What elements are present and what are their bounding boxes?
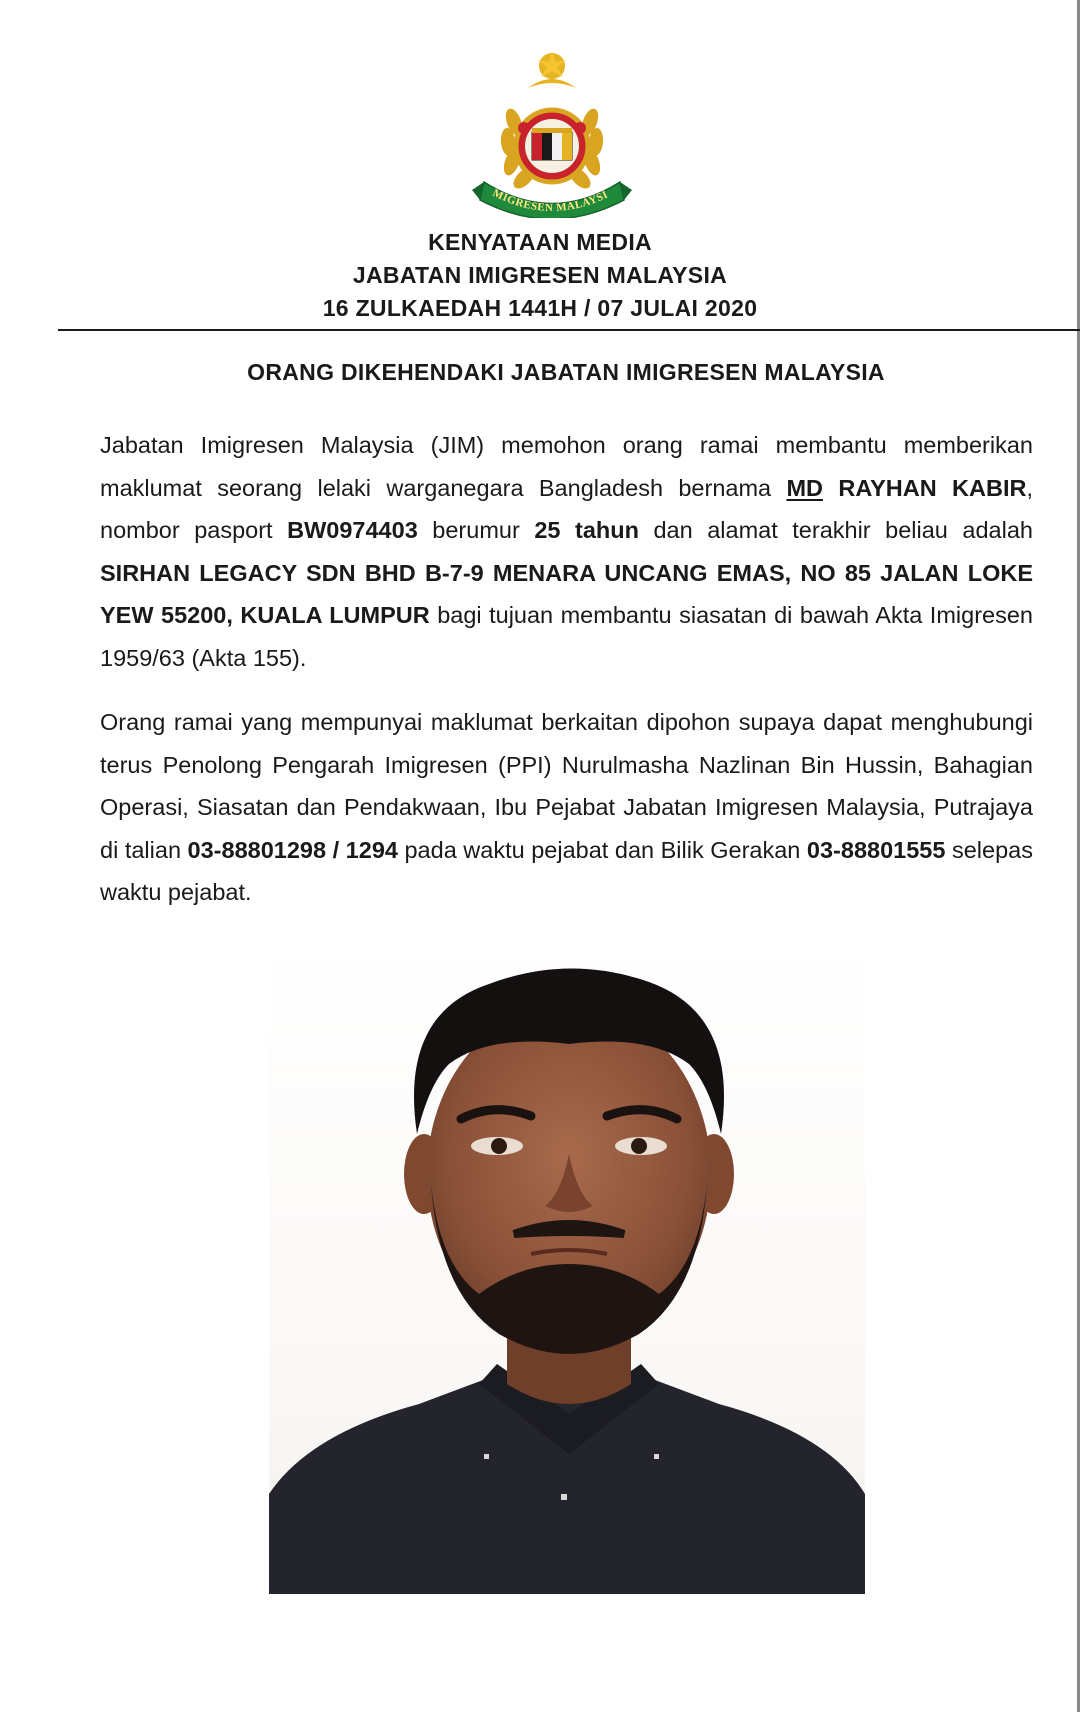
paragraph2-text: selepas waktu pejabat. (100, 836, 1033, 905)
paragraph2-text: Orang ramai yang mempunyai maklumat berkaitan dipohon supaya dapat menghubungi terus Penolong Pengarah Imigresen (PPI) Nurulmasha Nazlinan Bin Hussin, Bahagian Operasi, Siasatan dan Pendakwaan, Ibu Pejabat Jabatan Imigresen Malaysia, Putrajaya di talian (100, 709, 1033, 863)
paragraph2-text: pada waktu pejabat dan Bilik Gerakan (397, 836, 807, 863)
after-hours-phone-number: 03-88801555 (806, 836, 946, 863)
last-known-address: SIRHAN LEGACY SDN BHD B-7-9 MENARA UNCANG EMAS, NO 85 JALAN LOKE YEW 55200, KUALA LUMPUR (100, 559, 1033, 628)
person-name-prefix: MD (786, 474, 823, 501)
star-icon (538, 51, 566, 79)
person-name: RAYHAN KABIR (823, 474, 1027, 501)
paragraph-contact-info (100, 701, 1033, 914)
paragraph-wanted-person-details (100, 424, 1033, 679)
office-phone-number: 03-88801298 / 1294 (187, 836, 398, 863)
person-age: 25 tahun (534, 517, 639, 543)
immigration-crest-logo (470, 50, 634, 218)
paragraph1-text: bagi tujuan membantu siasatan di bawah Akta Imigresen 1959/63 (Akta 155). (100, 602, 1033, 671)
crest-banner-text: MIGRESEN MALAYSI (490, 187, 610, 215)
notice-subject: ORANG DIKEHENDAKI JABATAN IMIGRESEN MALAYSIA (247, 359, 885, 385)
header-divider (58, 329, 1080, 331)
statement-type-heading: KENYATAAN MEDIA (428, 229, 652, 255)
statement-date: 16 ZULKAEDAH 1441H / 07 JULAI 2020 (322, 295, 758, 321)
paragraph1-text: berumur (417, 517, 535, 543)
passport-number: BW0974403 (287, 517, 418, 543)
paragraph1-text: dan alamat terakhir beliau adalah (638, 517, 1033, 543)
department-name-heading: JABATAN IMIGRESEN MALAYSIA (352, 262, 728, 288)
paragraph1-text: Jabatan Imigresen Malaysia (JIM) memohon orang ramai membantu memberikan maklumat seorang lelaki warganegara Bangladesh bernama (100, 432, 1033, 501)
wanted-person-photo (269, 934, 865, 1594)
paragraph1-text: , nombor pasport (100, 474, 1033, 543)
